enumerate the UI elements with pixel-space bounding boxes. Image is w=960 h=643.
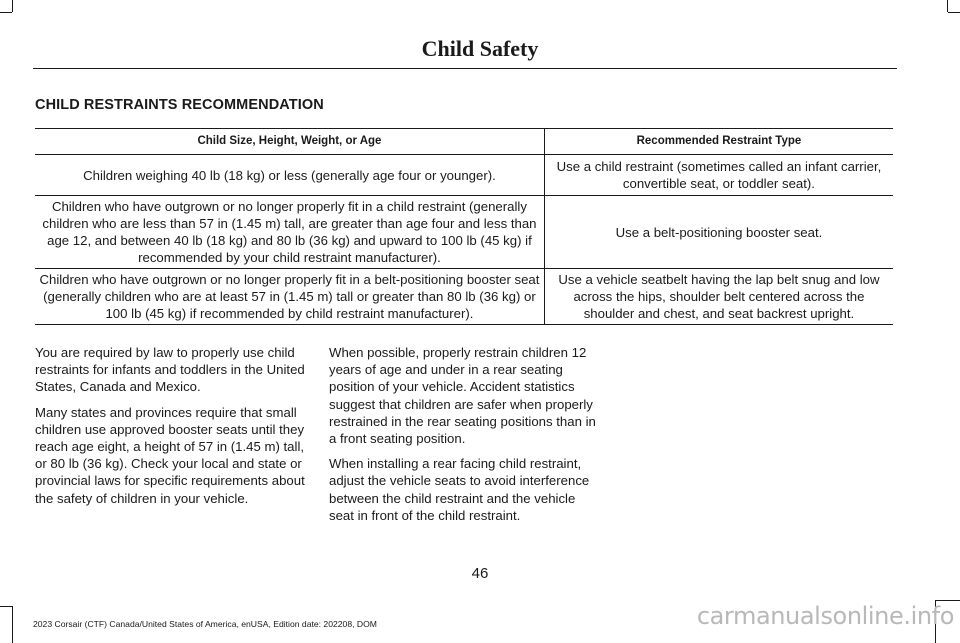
body-column-right [329, 344, 601, 532]
table-header-row [35, 129, 893, 155]
body-paragraph: You are required by law to properly use child restraints for infants and toddlers in the United States, Canada and Mexico. [35, 345, 305, 395]
crop-mark-top-right [948, 12, 960, 13]
table-row [35, 269, 893, 325]
crop-mark-top-right [947, 0, 948, 12]
table-row [35, 155, 893, 196]
table-header-cell: Child Size, Height, Weight, or Age [197, 135, 382, 147]
table-cell: Children weighing 40 lb (18 kg) or less (generally age four or younger). [83, 167, 496, 183]
body-column-left [35, 344, 307, 515]
page-header-title: Child Safety [421, 36, 539, 61]
table-cell: Use a child restraint (sometimes called an infant carrier, convertible seat, or toddler seat). [544, 155, 893, 196]
table-cell: Use a belt-positioning booster seat. [544, 196, 893, 269]
crop-mark-top-left [0, 12, 12, 13]
table-header-cell: Recommended Restraint Type [544, 129, 893, 155]
section-heading: CHILD RESTRAINTS RECOMMENDATION [35, 97, 324, 113]
crop-mark-bottom-right [936, 600, 960, 601]
body-paragraph: When possible, properly restrain children 12 years of age and under in a rear seating position of your vehicle. Accident statistics suggest that children are safer when properly restrained in the rear seating positions than in a front seating position. [329, 345, 596, 447]
page-number: 46 [471, 565, 489, 582]
watermark: carmanualsonline.info [696, 602, 954, 630]
table-cell: Use a vehicle seatbelt having the lap belt snug and low across the hips, shoulder belt centered across the shoulder and chest, and seat backrest upright. [544, 269, 893, 325]
footer-edition-text: 2023 Corsair (CTF) Canada/United States of America, enUSA, Edition date: 202208, DOM [33, 619, 377, 629]
table-cell: Children who have outgrown or no longer properly fit in a child restraint (generally children who are less than 57 in (1.45 m) tall, are greater than age four and less than age 12, and between 40 lb (18 kg) and 80 lb (36 kg) and upward to 100 lb (45 kg) if recommended by your child restraint manufacturer). [42, 199, 537, 265]
table-cell: Children who have outgrown or no longer properly fit in a belt-positioning booster seat (generally children who are at least 57 in (1.45 m) tall or greater than 80 lb (36 kg) or 100 lb (45 kg) if recommended by child restraint manufacturer). [39, 272, 540, 321]
body-paragraph: When installing a rear facing child restraint, adjust the vehicle seats to avoid interference between the child restraint and the vehicle seat in front of the child restraint. [329, 456, 590, 523]
crop-mark-bottom-left [12, 606, 13, 643]
body-paragraph: Many states and provinces require that small children use approved booster seats until they reach age eight, a height of 57 in (1.45 m) tall, or 80 lb (36 kg). Check your local and state or provincial laws for specific requirements about the safety of children in your vehicle. [35, 404, 305, 506]
crop-mark-top-left [12, 0, 13, 12]
restraint-recommendation-table [35, 128, 893, 325]
header-divider [33, 68, 897, 69]
crop-mark-bottom-left [0, 606, 12, 607]
table-row [35, 196, 893, 269]
